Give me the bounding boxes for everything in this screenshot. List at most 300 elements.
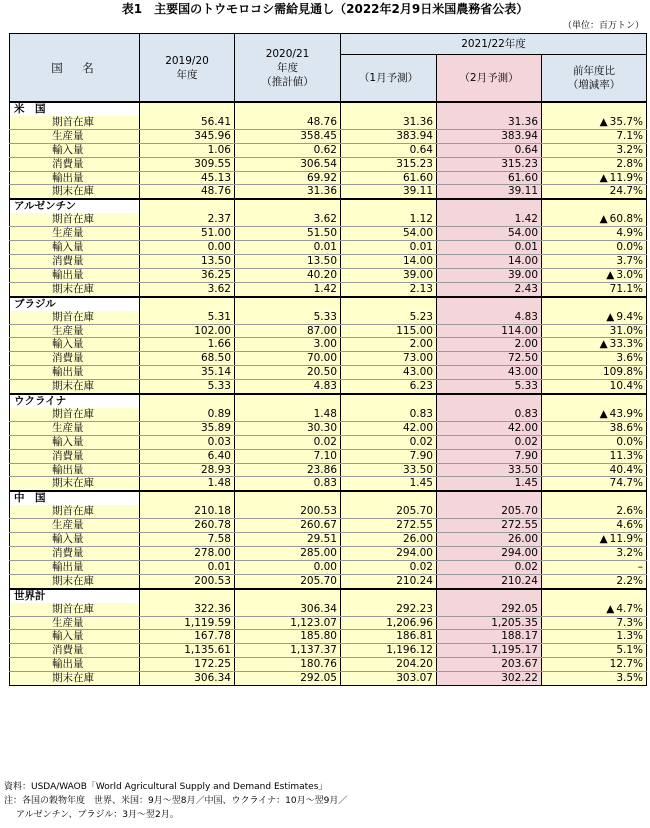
row-label: 消費量: [10, 157, 140, 171]
row-label: 期首在庫: [10, 603, 140, 616]
header-country: 国 名: [10, 34, 140, 103]
value-cell: 205.70: [437, 505, 542, 518]
yoy-change-cell: [542, 449, 647, 463]
yoy-change-value: 71.1%: [609, 282, 643, 295]
value-cell: 61.60: [437, 171, 542, 185]
empty-cell: [437, 394, 542, 408]
value-cell: 210.18: [140, 505, 235, 518]
yoy-change-cell: [542, 352, 647, 366]
table-title: 表1 主要国のトウモロコシ需給見通し（2022年2月9日米国農務省公表）: [121, 2, 529, 16]
value-cell: 292.05: [437, 603, 542, 616]
yoy-change-cell: [542, 338, 647, 352]
table-row: [10, 505, 647, 518]
header-yoy-change: 前年度比 （増減率）: [542, 55, 647, 103]
table-row: [10, 380, 647, 394]
yoy-change-value: 0.0%: [616, 435, 643, 448]
empty-cell: [140, 394, 235, 408]
yoy-change-value: 1.3%: [616, 630, 643, 643]
yoy-change-value: 4.7%: [616, 602, 643, 615]
empty-cell: [235, 491, 341, 505]
yoy-change-cell: [542, 185, 647, 199]
empty-cell: [437, 589, 542, 603]
value-cell: 0.01: [235, 241, 341, 255]
row-label: 期首在庫: [10, 408, 140, 421]
row-label: 輸入量: [10, 533, 140, 547]
value-cell: 39.11: [437, 185, 542, 199]
value-cell: 1.45: [437, 477, 542, 491]
country-name: アルゼンチン: [10, 199, 140, 213]
row-label: 期末在庫: [10, 672, 140, 686]
yoy-change-cell: [542, 603, 647, 616]
row-label: 輸出量: [10, 560, 140, 574]
empty-cell: [341, 102, 437, 116]
table-row: [10, 352, 647, 366]
yoy-change-value: 11.9%: [609, 533, 643, 546]
decrease-triangle-icon: ▲: [599, 115, 608, 128]
yoy-change-value: 74.7%: [609, 477, 643, 490]
row-label: 期首在庫: [10, 311, 140, 324]
value-cell: 1,206.96: [341, 616, 437, 630]
table-row: [10, 282, 647, 296]
empty-cell: [542, 589, 647, 603]
value-cell: 1,119.59: [140, 616, 235, 630]
value-cell: 36.25: [140, 268, 235, 282]
value-cell: 7.58: [140, 533, 235, 547]
value-cell: 306.54: [235, 157, 341, 171]
table-row: [10, 560, 647, 574]
table-row: [10, 268, 647, 282]
yoy-change-cell: [542, 616, 647, 630]
value-cell: 1.06: [140, 143, 235, 157]
fiscal-year-note-cont: アルゼンチン、ブラジル：3月～翌2月。: [16, 810, 179, 820]
table-row: [10, 519, 647, 533]
footnotes: [4, 780, 347, 822]
value-cell: 5.33: [437, 380, 542, 394]
value-cell: 31.36: [341, 116, 437, 129]
value-cell: 5.33: [140, 380, 235, 394]
value-cell: 56.41: [140, 116, 235, 129]
value-cell: 1,137.37: [235, 644, 341, 658]
table-row: [10, 185, 647, 199]
value-cell: 31.36: [437, 116, 542, 129]
value-cell: 26.00: [341, 533, 437, 547]
value-cell: 1,205.35: [437, 616, 542, 630]
value-cell: 2.13: [341, 282, 437, 296]
value-cell: 167.78: [140, 630, 235, 644]
value-cell: 3.62: [140, 282, 235, 296]
row-label: 消費量: [10, 449, 140, 463]
value-cell: 0.62: [235, 143, 341, 157]
yoy-change-value: 33.3%: [609, 338, 643, 351]
yoy-change-value: 2.2%: [616, 574, 643, 587]
value-cell: 345.96: [140, 129, 235, 143]
table-row: [10, 644, 647, 658]
row-label: 輸入量: [10, 630, 140, 644]
row-label: 期末在庫: [10, 282, 140, 296]
value-cell: 115.00: [341, 324, 437, 338]
row-label: 輸出量: [10, 658, 140, 672]
yoy-change-cell: [542, 282, 647, 296]
table-row: [10, 658, 647, 672]
value-cell: 39.00: [437, 268, 542, 282]
table-row: [10, 616, 647, 630]
yoy-change-value: 2.8%: [616, 157, 643, 170]
value-cell: 48.76: [235, 116, 341, 129]
table-row: [10, 311, 647, 324]
value-cell: 61.60: [341, 171, 437, 185]
empty-cell: [437, 491, 542, 505]
yoy-change-value: 0.0%: [616, 241, 643, 254]
value-cell: 0.01: [140, 560, 235, 574]
value-cell: 43.00: [437, 366, 542, 380]
value-cell: 358.45: [235, 129, 341, 143]
empty-cell: [235, 589, 341, 603]
value-cell: 188.17: [437, 630, 542, 644]
yoy-change-value: 3.5%: [616, 672, 643, 685]
empty-cell: [341, 199, 437, 213]
row-label: 輸出量: [10, 463, 140, 477]
table-row: [10, 574, 647, 588]
row-label: 期首在庫: [10, 116, 140, 129]
value-cell: 260.67: [235, 519, 341, 533]
value-cell: 294.00: [437, 547, 542, 561]
value-cell: 294.00: [341, 547, 437, 561]
header-feb-forecast: （2月予測）: [437, 55, 542, 103]
value-cell: 54.00: [437, 227, 542, 241]
value-cell: 185.80: [235, 630, 341, 644]
value-cell: 1,135.61: [140, 644, 235, 658]
table-row: [10, 672, 647, 686]
yoy-change-cell: [542, 533, 647, 547]
yoy-change-cell: [542, 435, 647, 449]
value-cell: 186.81: [341, 630, 437, 644]
row-label: 輸入量: [10, 435, 140, 449]
value-cell: 204.20: [341, 658, 437, 672]
value-cell: 39.00: [341, 268, 437, 282]
value-cell: 0.83: [235, 477, 341, 491]
row-label: 生産量: [10, 129, 140, 143]
value-cell: 1,195.17: [437, 644, 542, 658]
yoy-change-cell: [542, 171, 647, 185]
empty-cell: [140, 102, 235, 116]
table-row: [10, 227, 647, 241]
value-cell: 0.00: [235, 560, 341, 574]
value-cell: 35.89: [140, 421, 235, 435]
value-cell: 4.83: [437, 311, 542, 324]
value-cell: 1.48: [140, 477, 235, 491]
value-cell: 68.50: [140, 352, 235, 366]
value-cell: 48.76: [140, 185, 235, 199]
value-cell: 40.20: [235, 268, 341, 282]
table-row: [10, 157, 647, 171]
value-cell: 13.50: [140, 254, 235, 268]
row-label: 期末在庫: [10, 574, 140, 588]
value-cell: 1,123.07: [235, 616, 341, 630]
value-cell: 2.00: [341, 338, 437, 352]
value-cell: 383.94: [341, 129, 437, 143]
value-cell: 51.00: [140, 227, 235, 241]
row-label: 消費量: [10, 254, 140, 268]
value-cell: 5.31: [140, 311, 235, 324]
yoy-change-value: 4.6%: [616, 519, 643, 532]
fiscal-year-note: 注：各国の穀物年度 世界、米国：9月～翌8月／中国、ウクライナ：10月～翌9月／: [4, 796, 348, 806]
row-label: 輸入量: [10, 338, 140, 352]
empty-cell: [235, 394, 341, 408]
yoy-change-value: 5.1%: [616, 644, 643, 657]
value-cell: 200.53: [140, 574, 235, 588]
value-cell: 203.67: [437, 658, 542, 672]
value-cell: 2.00: [437, 338, 542, 352]
yoy-change-cell: [542, 324, 647, 338]
header-jan-forecast: （1月予測）: [341, 55, 437, 103]
value-cell: 272.55: [437, 519, 542, 533]
table-row: [10, 213, 647, 226]
yoy-change-value: 12.7%: [609, 658, 643, 671]
value-cell: 54.00: [341, 227, 437, 241]
empty-cell: [542, 394, 647, 408]
yoy-change-value: 3.7%: [616, 254, 643, 267]
yoy-change-cell: [542, 644, 647, 658]
table-row: [10, 477, 647, 491]
country-name: ウクライナ: [10, 394, 140, 408]
yoy-change-value: 31.0%: [609, 324, 643, 337]
yoy-change-cell: [542, 254, 647, 268]
header-2019-20: 2019/20 年度: [140, 34, 235, 103]
value-cell: 260.78: [140, 519, 235, 533]
value-cell: 0.89: [140, 408, 235, 421]
value-cell: 42.00: [341, 421, 437, 435]
value-cell: 200.53: [235, 505, 341, 518]
value-cell: 3.00: [235, 338, 341, 352]
yoy-change-cell: [542, 560, 647, 574]
value-cell: 0.83: [437, 408, 542, 421]
yoy-change-value: 24.7%: [609, 185, 643, 198]
country-name: 中 国: [10, 491, 140, 505]
value-cell: 306.34: [140, 672, 235, 686]
value-cell: 3.62: [235, 213, 341, 226]
row-label: 期末在庫: [10, 380, 140, 394]
group-header-row: [10, 297, 647, 311]
row-label: 生産量: [10, 421, 140, 435]
country-name: 米 国: [10, 102, 140, 116]
value-cell: 23.86: [235, 463, 341, 477]
table-row: [10, 129, 647, 143]
empty-cell: [235, 102, 341, 116]
row-label: 輸入量: [10, 143, 140, 157]
yoy-change-value: 4.9%: [616, 227, 643, 240]
value-cell: 14.00: [437, 254, 542, 268]
table-row: [10, 143, 647, 157]
row-label: 輸出量: [10, 366, 140, 380]
value-cell: 39.11: [341, 185, 437, 199]
value-cell: 1.45: [341, 477, 437, 491]
yoy-change-cell: [542, 143, 647, 157]
value-cell: 292.23: [341, 603, 437, 616]
yoy-change-value: 10.4%: [609, 380, 643, 393]
value-cell: 0.02: [235, 435, 341, 449]
yoy-change-value: 38.6%: [609, 421, 643, 434]
empty-cell: [235, 199, 341, 213]
value-cell: 5.33: [235, 311, 341, 324]
value-cell: 2.43: [437, 282, 542, 296]
value-cell: 0.02: [437, 560, 542, 574]
value-cell: 69.92: [235, 171, 341, 185]
yoy-change-value: 43.9%: [609, 407, 643, 420]
value-cell: 210.24: [341, 574, 437, 588]
value-cell: 13.50: [235, 254, 341, 268]
unit-label: （単位：百万トン）: [562, 21, 644, 31]
row-label: 生産量: [10, 519, 140, 533]
empty-cell: [140, 297, 235, 311]
yoy-change-value: 9.4%: [616, 310, 643, 323]
value-cell: 1.12: [341, 213, 437, 226]
row-label: 生産量: [10, 324, 140, 338]
empty-cell: [140, 491, 235, 505]
value-cell: 7.10: [235, 449, 341, 463]
yoy-change-cell: [542, 268, 647, 282]
value-cell: 315.23: [341, 157, 437, 171]
yoy-change-cell: [542, 547, 647, 561]
yoy-change-value: 11.3%: [609, 449, 643, 462]
value-cell: 42.00: [437, 421, 542, 435]
value-cell: 1.66: [140, 338, 235, 352]
value-cell: 28.93: [140, 463, 235, 477]
value-cell: 0.64: [341, 143, 437, 157]
yoy-change-cell: [542, 574, 647, 588]
yoy-change-value: 60.8%: [609, 213, 643, 226]
value-cell: 114.00: [437, 324, 542, 338]
table-row: [10, 463, 647, 477]
value-cell: 322.36: [140, 603, 235, 616]
value-cell: 210.24: [437, 574, 542, 588]
value-cell: 306.34: [235, 603, 341, 616]
value-cell: 6.23: [341, 380, 437, 394]
value-cell: 43.00: [341, 366, 437, 380]
value-cell: 87.00: [235, 324, 341, 338]
value-cell: 6.40: [140, 449, 235, 463]
decrease-triangle-icon: ▲: [599, 213, 608, 226]
row-label: 期首在庫: [10, 505, 140, 518]
yoy-change-cell: [542, 213, 647, 226]
table-row: [10, 241, 647, 255]
value-cell: 73.00: [341, 352, 437, 366]
yoy-change-value: 40.4%: [609, 463, 643, 476]
table-row: [10, 254, 647, 268]
supply-demand-table: [9, 33, 647, 686]
yoy-change-value: 7.3%: [616, 616, 643, 629]
value-cell: 0.64: [437, 143, 542, 157]
table-row: [10, 603, 647, 616]
group-header-row: [10, 394, 647, 408]
value-cell: 0.02: [341, 435, 437, 449]
table-row: [10, 435, 647, 449]
yoy-change-value: –: [637, 560, 643, 573]
table-row: [10, 408, 647, 421]
value-cell: 70.00: [235, 352, 341, 366]
yoy-change-cell: [542, 157, 647, 171]
table-row: [10, 449, 647, 463]
row-label: 生産量: [10, 227, 140, 241]
yoy-change-cell: [542, 630, 647, 644]
value-cell: 1.42: [437, 213, 542, 226]
value-cell: 7.90: [437, 449, 542, 463]
value-cell: 0.83: [341, 408, 437, 421]
yoy-change-value: 3.2%: [616, 547, 643, 559]
value-cell: 0.02: [437, 435, 542, 449]
value-cell: 205.70: [341, 505, 437, 518]
value-cell: 315.23: [437, 157, 542, 171]
value-cell: 278.00: [140, 547, 235, 561]
value-cell: 20.50: [235, 366, 341, 380]
yoy-change-value: 7.1%: [616, 129, 643, 142]
value-cell: 4.83: [235, 380, 341, 394]
empty-cell: [140, 199, 235, 213]
value-cell: 5.23: [341, 311, 437, 324]
group-header-row: [10, 491, 647, 505]
value-cell: 102.00: [140, 324, 235, 338]
table-row: [10, 171, 647, 185]
yoy-change-cell: [542, 366, 647, 380]
value-cell: 33.50: [437, 463, 542, 477]
table-row: [10, 630, 647, 644]
yoy-change-cell: [542, 380, 647, 394]
row-label: 消費量: [10, 352, 140, 366]
source-note: 資料：USDA/WAOB「World Agricultural Supply and Demand Estimates」: [4, 782, 328, 792]
decrease-triangle-icon: ▲: [606, 268, 615, 281]
yoy-change-cell: [542, 658, 647, 672]
table-row: [10, 421, 647, 435]
value-cell: 31.36: [235, 185, 341, 199]
value-cell: 0.03: [140, 435, 235, 449]
yoy-change-value: 11.9%: [609, 171, 643, 184]
yoy-change-cell: [542, 505, 647, 518]
row-label: 消費量: [10, 644, 140, 658]
yoy-change-cell: [542, 519, 647, 533]
table-row: [10, 324, 647, 338]
value-cell: 309.55: [140, 157, 235, 171]
yoy-change-cell: [542, 463, 647, 477]
value-cell: 29.51: [235, 533, 341, 547]
value-cell: 285.00: [235, 547, 341, 561]
value-cell: 205.70: [235, 574, 341, 588]
value-cell: 180.76: [235, 658, 341, 672]
empty-cell: [235, 297, 341, 311]
value-cell: 1.42: [235, 282, 341, 296]
table-row: [10, 366, 647, 380]
table-body: [10, 102, 647, 686]
group-header-row: [10, 102, 647, 116]
empty-cell: [542, 102, 647, 116]
decrease-triangle-icon: ▲: [599, 171, 608, 184]
value-cell: 172.25: [140, 658, 235, 672]
value-cell: 272.55: [341, 519, 437, 533]
value-cell: 45.13: [140, 171, 235, 185]
value-cell: 383.94: [437, 129, 542, 143]
table-row: [10, 533, 647, 547]
empty-cell: [341, 297, 437, 311]
table-row: [10, 547, 647, 561]
empty-cell: [341, 589, 437, 603]
value-cell: 72.50: [437, 352, 542, 366]
yoy-change-cell: [542, 116, 647, 129]
yoy-change-cell: [542, 241, 647, 255]
yoy-change-value: 3.0%: [616, 268, 643, 281]
value-cell: 51.50: [235, 227, 341, 241]
header-2020-21: 2020/21 年度 （推計値）: [235, 34, 341, 103]
row-label: 輸入量: [10, 241, 140, 255]
yoy-change-cell: [542, 672, 647, 686]
yoy-change-cell: [542, 227, 647, 241]
